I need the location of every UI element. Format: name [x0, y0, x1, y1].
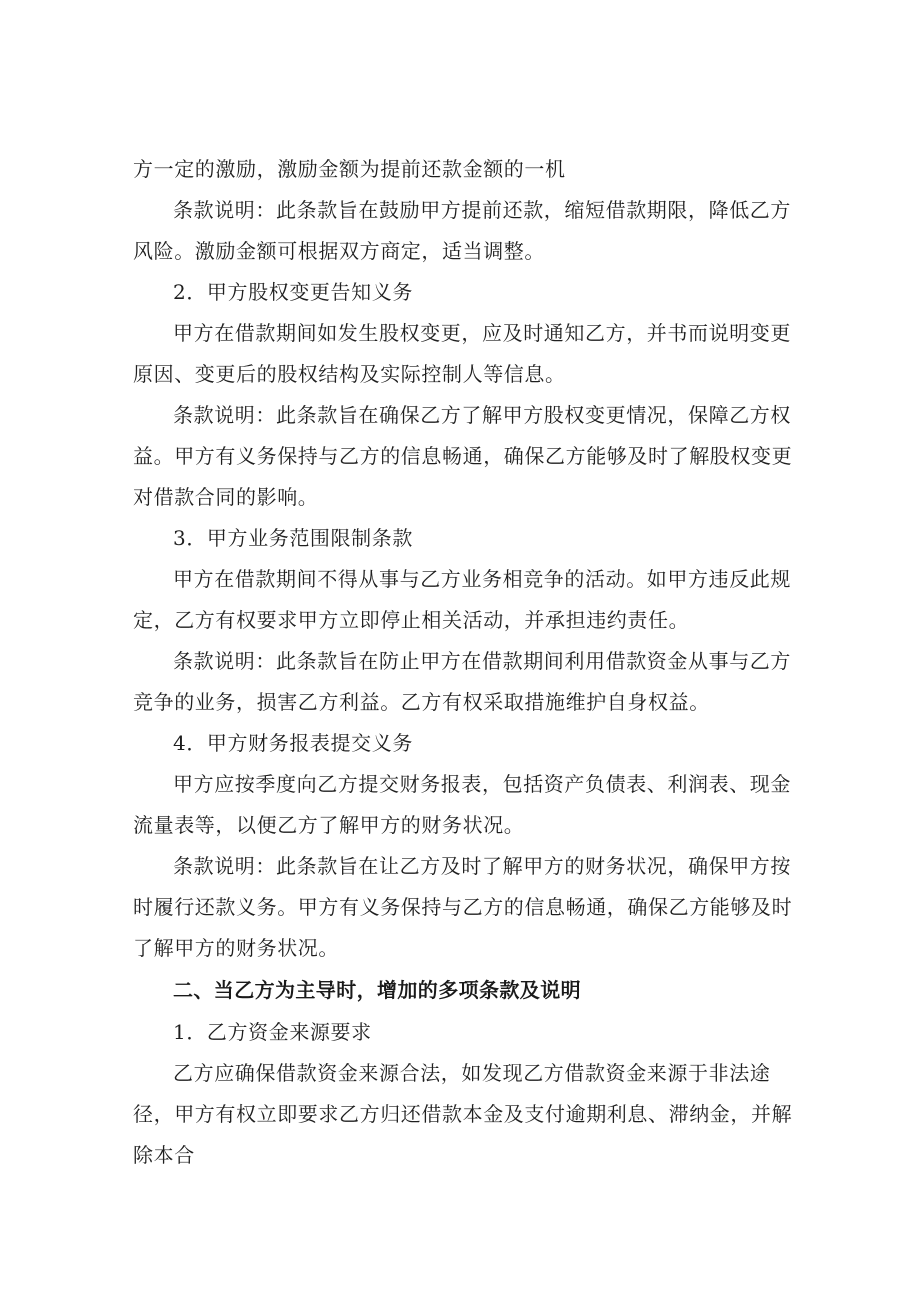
- paragraph-clause-b1-body: 乙方应确保借款资金来源合法，如发现乙方借款资金来源于非法途径，甲方有权立即要求乙方归还借款本金及支付逾期利息、滞纳金，并解除本合: [133, 1061, 793, 1167]
- clause-title-2: 2．甲方股权变更告知义务: [173, 280, 413, 304]
- paragraph-clause-4-body: 甲方应按季度向乙方提交财务报表，包括资产负债表、利润表、现金流量表等，以便乙方了解甲方的财务状况。: [133, 772, 791, 837]
- clause-title-4: 4．甲方财务报表提交义务: [173, 731, 413, 755]
- paragraph-clause-note-4: 条款说明：此条款旨在让乙方及时了解甲方的财务状况，确保甲方按时履行还款义务。甲方有义务保持与乙方的信息畅通，确保乙方能够及时了解甲方的财务状况。: [133, 854, 793, 960]
- paragraph-incentive-end: 方一定的激励，激励金额为提前还款金额的一机: [133, 157, 566, 181]
- paragraph-clause-note-1: 条款说明：此条款旨在鼓励甲方提前还款，缩短借款期限，降低乙方风险。激励金额可根据双方商定，适当调整。: [133, 198, 791, 263]
- paragraph-clause-note-3: 条款说明：此条款旨在防止甲方在借款期间利用借款资金从事与乙方竞争的业务，损害乙方利益。乙方有权采取措施维护自身权益。: [133, 649, 791, 714]
- clause-title-3: 3．甲方业务范围限制条款: [173, 526, 413, 550]
- paragraph-clause-2-body: 甲方在借款期间如发生股权变更，应及时通知乙方，并书而说明变更原因、变更后的股权结构及实际控制人等信息。: [133, 321, 791, 386]
- section-heading-2: 二、当乙方为主导时，增加的多项条款及说明: [173, 978, 581, 1002]
- paragraph-clause-3-body: 甲方在借款期间不得从事与乙方业务相竞争的活动。如甲方违反此规定，乙方有权要求甲方立即停止相关活动，并承担违约责任。: [133, 567, 791, 632]
- paragraph-clause-note-2: 条款说明：此条款旨在确保乙方了解甲方股权变更情况，保障乙方权益。甲方有义务保持与乙方的信息畅通，确保乙方能够及时了解股权变更对借款合同的影响。: [133, 403, 793, 509]
- document-body: [133, 149, 793, 1176]
- clause-title-b1: 1．乙方资金来源要求: [173, 1020, 372, 1044]
